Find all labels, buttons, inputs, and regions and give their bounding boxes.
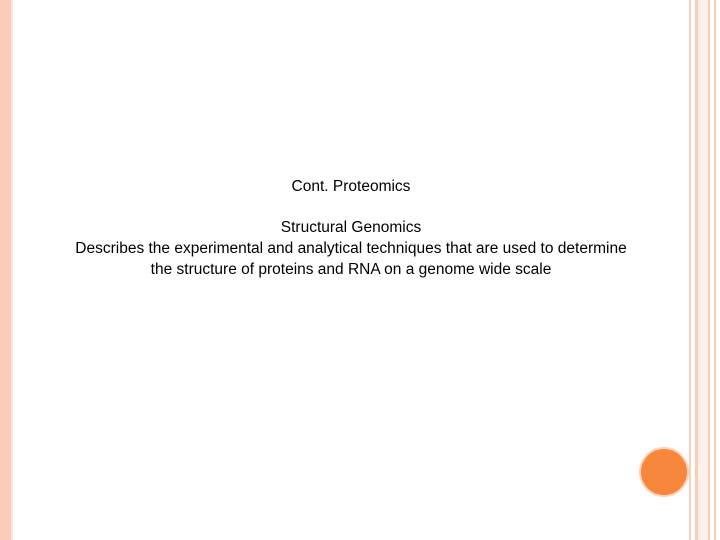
body-line: the structure of proteins and RNA on a genome wide scale — [150, 261, 552, 278]
slide-content — [0, 176, 702, 280]
right-border-line — [708, 0, 710, 540]
section-heading: Structural Genomics — [280, 219, 422, 236]
body-line: Describes the experimental and analytical techniques that are used to determine — [75, 240, 627, 257]
pre-title: Cont. Proteomics — [291, 178, 411, 195]
right-border-line — [714, 0, 716, 540]
accent-circle — [641, 449, 687, 495]
